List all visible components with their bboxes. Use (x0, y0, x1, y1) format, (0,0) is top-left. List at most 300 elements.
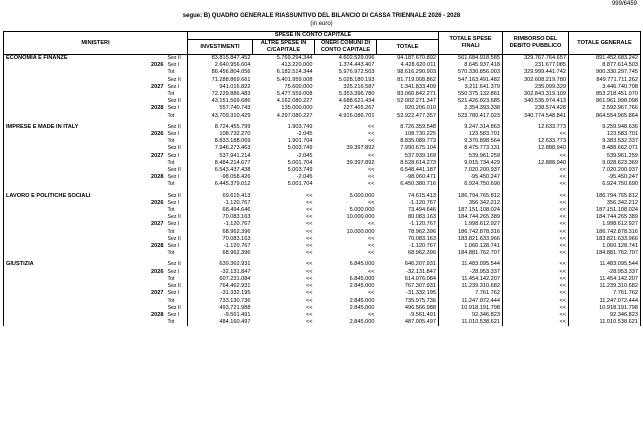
empty-cell (140, 276, 166, 283)
cell-altre-spese: << (305, 311, 313, 318)
empty-cell (140, 319, 166, 326)
cell-oneri-comuni: << (367, 268, 375, 275)
empty-cell (4, 153, 140, 160)
section-label: Sez I (167, 221, 180, 228)
empty-cell (4, 207, 140, 214)
cell-totale: 646.207.931 (404, 261, 436, 268)
header-altre-spese: ALTRE SPESE IN C/CAPITALE (253, 40, 315, 55)
cell-totale-generale: 7.761.762 (569, 290, 641, 297)
header-group-conto-capitale: SPESE IN CONTO CAPITALE (188, 32, 439, 40)
cell-altre-spese: << (305, 207, 313, 214)
cell-altre-spese: << (305, 319, 313, 326)
cell-totale-spese-finali: 183.821.633.966 (439, 236, 503, 243)
cell-rimborso: << (503, 269, 569, 276)
table-row (4, 131, 641, 138)
empty-cell (4, 77, 140, 84)
cell-investimenti: 6.543.437.438 (188, 167, 253, 174)
cell-investimenti: 69.615.413 (188, 193, 253, 200)
table-row (4, 276, 641, 283)
empty-cell (140, 236, 166, 243)
year-label: 2028 (151, 105, 164, 112)
cell-totale: -31.332.195 (406, 290, 436, 297)
cell-totale-generale: 11.010.538.621 (569, 319, 641, 326)
section-label: Sez I (167, 105, 180, 112)
empty-cell (4, 298, 140, 305)
cell-totale-generale: 186.794.765.812 (569, 193, 641, 200)
cell-rimborso: << (503, 214, 569, 221)
cell-oneri-comuni: << (367, 138, 375, 145)
empty-cell (4, 84, 140, 91)
cell-investimenti: 7.946.273.463 (188, 145, 253, 152)
cell-totale-generale: 864.554.965.864 (569, 113, 641, 120)
year-label: 2027 (151, 83, 164, 90)
cell-rimborso: << (503, 167, 569, 174)
empty-cell (4, 62, 140, 69)
cell-totale-spese-finali: 123.583.701 (439, 131, 503, 138)
cell-totale: 8.726.359.548 (400, 123, 436, 130)
cell-totale: 6.450.380.716 (400, 181, 436, 188)
cell-oneri-comuni: 39.397.892 (346, 145, 375, 152)
cell-rimborso: 12.888.940 (503, 160, 569, 167)
cell-investimenti: 607.231.084 (188, 276, 253, 283)
cell-totale-spese-finali: 521.426.023.685 (439, 98, 503, 105)
section-label: Sez II (167, 55, 181, 61)
cell-totale-generale: 861.961.998.098 (569, 98, 641, 105)
cell-totale-generale: 8.877.614.503 (569, 62, 641, 69)
cell-altre-spese: << (305, 199, 313, 206)
table-row (4, 124, 641, 131)
cell-totale: 94.187.670.892 (397, 55, 436, 61)
cell-totale: 83.060.842.271 (397, 91, 436, 98)
table-row (4, 91, 641, 98)
cell-totale-spese-finali: 9.247.314.863 (439, 124, 503, 131)
header-ministeri: MINISTERI (4, 32, 188, 55)
cell-rimborso: 302.608.219.780 (503, 77, 569, 84)
cell-investimenti: 639.362.931 (188, 261, 253, 268)
section-label: Tot (167, 319, 175, 326)
cell-totale-generale: 186.742.878.316 (569, 229, 641, 236)
cell-totale: 7.990.675.104 (400, 145, 436, 152)
cell-altre-spese: 5.769.294.344 (276, 55, 313, 61)
empty-cell (140, 91, 166, 98)
section-label: Sez II (167, 261, 181, 268)
year-label: 2026 (151, 199, 164, 206)
page-title: segue: B) QUADRO GENERALE RIASSUNTIVO DEL BILANCIO DI CASSA TRIENNALE 2026 - 2028 (182, 13, 461, 19)
cell-totale: -1.120.767 (409, 199, 436, 206)
cell-totale: 767.307.931 (404, 283, 436, 290)
ministry-name: IMPRESE E MADE IN ITALY (4, 124, 140, 131)
table-row (4, 174, 641, 181)
section-label: Sez II (167, 167, 181, 174)
cell-totale-spese-finali: 11.454.142.207 (439, 276, 503, 283)
cell-investimenti: 8.484.214.677 (188, 160, 253, 167)
cell-oneri-comuni: << (367, 152, 375, 159)
cell-totale: 614.076.084 (404, 275, 436, 282)
empty-cell (140, 113, 166, 120)
cell-totale-spese-finali: 184.881.762.707 (439, 250, 503, 257)
cell-investimenti: 72.229.886.483 (188, 91, 253, 98)
year-label: 2027 (151, 290, 164, 297)
cell-totale: 920.206.010 (404, 105, 436, 112)
table-row (4, 305, 641, 312)
cell-altre-spese: 135.000.000 (281, 105, 313, 112)
table-row (4, 221, 641, 228)
empty-cell (4, 319, 140, 326)
cell-investimenti: 733.130.736 (188, 298, 253, 305)
table-row (4, 113, 641, 120)
cell-totale-generale: 9.028.623.369 (569, 160, 641, 167)
empty-cell (4, 174, 140, 181)
cell-totale-spese-finali: 11.010.538.621 (439, 319, 503, 326)
cell-totale-generale: 9.383.532.337 (569, 138, 641, 145)
section-label: Tot (167, 112, 175, 119)
cell-altre-spese: 413.220.000 (281, 62, 313, 69)
table-row (4, 283, 641, 290)
cell-altre-spese: 5.401.959.008 (276, 76, 313, 83)
cell-investimenti: 86.456.804.056 (188, 69, 253, 76)
empty-cell (4, 91, 140, 98)
section-label: Tot (167, 228, 175, 235)
cell-investimenti: 484.160.497 (188, 319, 253, 326)
section-label: Tot (167, 275, 175, 282)
cell-altre-spese: << (305, 214, 313, 221)
empty-cell (140, 160, 166, 167)
section-label: Sez II (167, 76, 181, 83)
cell-totale-spese-finali: -28.953.337 (439, 269, 503, 276)
cell-totale: 52.002.271.347 (397, 98, 436, 105)
header-investimenti: INVESTIMENTI (188, 40, 253, 55)
cell-rimborso: << (503, 229, 569, 236)
cell-rimborso: 329.767.764.657 (503, 55, 569, 63)
cell-oneri-comuni: 5.000.000 (349, 207, 375, 214)
empty-cell (140, 214, 166, 221)
table-row (4, 84, 641, 91)
cell-oneri-comuni: 2.845.000 (349, 297, 375, 304)
cell-rimborso: 231.677.085 (503, 62, 569, 69)
table-row (4, 236, 641, 243)
cell-totale-generale: 1.060.128.741 (569, 243, 641, 250)
cell-totale-generale: 123.583.701 (569, 131, 641, 138)
cell-totale-spese-finali: 10.918.191.798 (439, 305, 503, 312)
cell-oneri-comuni: 10.000.000 (346, 214, 375, 221)
cell-oneri-comuni: 6.845.000 (349, 261, 375, 268)
cell-rimborso: << (503, 305, 569, 312)
cell-rimborso: << (503, 207, 569, 214)
cell-totale-generale: 11.454.142.207 (569, 276, 641, 283)
cell-investimenti: 2.640.956.604 (188, 62, 253, 69)
cell-investimenti: 68.962.396 (188, 229, 253, 236)
empty-cell (140, 145, 166, 152)
cell-totale: 81.719.008.862 (397, 76, 436, 83)
cell-investimenti: 941.016.822 (188, 84, 253, 91)
cell-totale-generale: 6.924.750.690 (569, 181, 641, 188)
cell-oneri-comuni: 5.353.396.780 (338, 91, 375, 98)
cell-oneri-comuni: << (367, 221, 375, 228)
cell-totale-spese-finali: 8.475.773.131 (439, 145, 503, 152)
empty-cell (4, 113, 140, 120)
empty-cell (140, 207, 166, 214)
cell-totale: -1.120.767 (409, 243, 436, 250)
header-rimborso: RIMBORSO DEL DEBITO PUBBLICO (503, 32, 569, 55)
cell-investimenti: 68.494.646 (188, 207, 253, 214)
cell-totale-spese-finali: 356.342.212 (439, 200, 503, 207)
table-row (4, 55, 641, 63)
section-label: Sez I (167, 62, 180, 69)
cell-totale-generale: 8.488.662.071 (569, 145, 641, 152)
cell-altre-spese: 5.003.749 (287, 167, 313, 174)
cell-totale: 52.922.477.357 (397, 112, 436, 119)
table-row (4, 298, 641, 305)
cell-totale-spese-finali: 11.483.095.544 (439, 261, 503, 268)
cell-investimenti: 557.740.743 (188, 105, 253, 112)
cell-altre-spese: << (305, 235, 313, 242)
cell-altre-spese: 4.162.080.227 (276, 98, 313, 105)
cell-rimborso: << (503, 312, 569, 319)
cell-totale-spese-finali: 92.346.823 (439, 312, 503, 319)
year-label: 2026 (151, 62, 164, 69)
cell-totale-spese-finali: 570.330.856.003 (439, 69, 503, 76)
cell-rimborso: << (503, 181, 569, 188)
cell-totale-spese-finali: 1.998.612.927 (439, 221, 503, 228)
cell-oneri-comuni: 10.000.000 (346, 228, 375, 235)
section-label: Sez I (167, 199, 180, 206)
cell-oneri-comuni: 6.845.000 (349, 275, 375, 282)
cell-rimborso: << (503, 319, 569, 326)
cell-totale: 496.566.988 (404, 304, 436, 311)
cell-investimenti: 43.709.310.429 (188, 113, 253, 120)
section-label: Sez II (167, 98, 181, 105)
cell-totale: 8.835.089.773 (400, 138, 436, 145)
cell-altre-spese: 5.477.559.008 (276, 91, 313, 98)
cell-totale-spese-finali: 7.761.762 (439, 290, 503, 297)
cell-totale: 78.962.396 (408, 228, 436, 235)
cell-rimborso: << (503, 290, 569, 297)
empty-cell (140, 229, 166, 236)
cell-investimenti: 71.288.869.661 (188, 77, 253, 84)
cell-investimenti: 70.083.163 (188, 236, 253, 243)
cell-totale-spese-finali: 3.211.641.379 (439, 84, 503, 91)
page-number: 999/6459 (611, 1, 637, 7)
cell-altre-spese: << (305, 221, 313, 228)
cell-totale: -32.131.847 (406, 268, 436, 275)
table-row (4, 153, 641, 160)
empty-cell (4, 221, 140, 228)
cell-investimenti: -98.058.426 (188, 174, 253, 181)
cell-totale-generale: 11.483.095.544 (569, 261, 641, 268)
cell-rimborso: << (503, 243, 569, 250)
cell-totale-generale: 10.918.191.798 (569, 305, 641, 312)
section-label: Sez II (167, 192, 181, 199)
cell-rimborso: 329.999.441.742 (503, 69, 569, 76)
empty-cell (4, 305, 140, 312)
ministry-name: LAVORO E POLITICHE SOCIALI (4, 193, 140, 200)
cell-investimenti: -32.131.847 (188, 269, 253, 276)
cell-rimborso: 238.574.428 (503, 105, 569, 112)
cell-totale: -1.120.767 (409, 221, 436, 228)
empty-cell (140, 305, 166, 312)
table-row (4, 62, 641, 69)
year-label: 2027 (151, 152, 164, 159)
empty-cell (140, 138, 166, 145)
table-row (4, 312, 641, 319)
empty-cell (140, 124, 166, 131)
cell-oneri-comuni: << (367, 250, 375, 257)
empty-cell (4, 98, 140, 105)
cell-rimborso: 12.633.773 (503, 124, 569, 131)
cell-oneri-comuni: 5.000.000 (349, 192, 375, 199)
cell-rimborso: << (503, 153, 569, 160)
cell-investimenti: 8.724.455.799 (188, 124, 253, 131)
cell-investimenti: 108.732.270 (188, 131, 253, 138)
cell-oneri-comuni: << (367, 123, 375, 130)
empty-cell (140, 167, 166, 174)
cell-investimenti: 493.721.988 (188, 305, 253, 312)
empty-cell (4, 269, 140, 276)
year-label: 2028 (151, 311, 164, 318)
empty-cell (140, 69, 166, 76)
cell-totale-generale: 11.239.310.682 (569, 283, 641, 290)
empty-cell (4, 200, 140, 207)
cell-rimborso: << (503, 250, 569, 257)
cell-altre-spese: 5.001.704 (287, 159, 313, 166)
table-row (4, 243, 641, 250)
empty-cell (140, 298, 166, 305)
table-row (4, 290, 641, 297)
cell-oneri-comuni: 2.845.000 (349, 304, 375, 311)
cell-totale: -9.561.491 (409, 311, 436, 318)
section-label: Sez II (167, 214, 181, 221)
cell-totale: 73.494.646 (408, 207, 436, 214)
empty-cell (4, 243, 140, 250)
cell-totale: 537.939.169 (404, 152, 436, 159)
table-row (4, 69, 641, 76)
empty-cell (140, 261, 166, 268)
cell-altre-spese: -2.045 (296, 131, 313, 138)
cell-altre-spese: << (305, 304, 313, 311)
empty-cell (4, 290, 140, 297)
cell-oneri-comuni: 4.602.529.096 (338, 55, 375, 61)
section-label: Sez I (167, 152, 180, 159)
cell-altre-spese: << (305, 192, 313, 199)
cell-altre-spese: << (305, 243, 313, 250)
cell-totale-spese-finali: 547.163.491.482 (439, 77, 503, 84)
cell-altre-spese: 5.001.704 (287, 181, 313, 188)
cell-altre-spese: 5.003.749 (287, 145, 313, 152)
cell-totale-generale: 9.259.948.636 (569, 124, 641, 131)
empty-cell (4, 229, 140, 236)
cell-totale-generale: 184.881.762.707 (569, 250, 641, 257)
section-label: Tot (167, 159, 175, 166)
cell-totale-generale: 3.446.740.708 (569, 84, 641, 91)
year-label: 2028 (151, 174, 164, 181)
cell-totale: 74.615.413 (408, 192, 436, 199)
cell-investimenti: 537.941.214 (188, 153, 253, 160)
table-row (4, 319, 641, 326)
section-label: Sez I (167, 290, 180, 297)
cell-totale-generale: 1.998.612.927 (569, 221, 641, 228)
cell-totale-generale: 356.342.212 (569, 200, 641, 207)
cell-totale-spese-finali: 539.961.259 (439, 153, 503, 160)
cell-investimenti: -31.332.195 (188, 290, 253, 297)
section-label: Sez I (167, 268, 180, 275)
table-row (4, 105, 641, 112)
cell-totale: 4.428.620.011 (400, 62, 436, 69)
cell-totale: 70.083.163 (408, 235, 436, 242)
cell-oneri-comuni: 5.976.972.503 (338, 69, 375, 76)
section-label: Sez II (167, 283, 181, 290)
table-row (4, 250, 641, 257)
cell-investimenti: -1.120.767 (188, 243, 253, 250)
header-totale-generale: TOTALE GENERALE (569, 32, 641, 55)
empty-cell (4, 312, 140, 319)
budget-table (3, 31, 641, 326)
cell-totale-generale: 11.247.072.444 (569, 298, 641, 305)
cell-totale-spese-finali: 7.020.200.937 (439, 167, 503, 174)
cell-totale-generale: 900.330.297.745 (569, 69, 641, 76)
empty-cell (4, 160, 140, 167)
cell-totale: -98.060.471 (406, 174, 436, 181)
cell-totale-generale: 183.821.633.966 (569, 236, 641, 243)
empty-cell (140, 250, 166, 257)
cell-totale-spese-finali: 186.742.878.316 (439, 229, 503, 236)
cell-rimborso: << (503, 298, 569, 305)
cell-investimenti: 43.151.569.686 (188, 98, 253, 105)
cell-totale-spese-finali: 9.370.898.564 (439, 138, 503, 145)
cell-oneri-comuni: 4.688.621.434 (338, 98, 375, 105)
cell-investimenti: -1.120.767 (188, 221, 253, 228)
ministry-name: GIUSTIZIA (4, 261, 140, 268)
empty-cell (4, 250, 140, 257)
cell-totale: 6.548.441.187 (400, 167, 436, 174)
empty-cell (4, 138, 140, 145)
cell-totale-spese-finali: 561.684.918.585 (439, 55, 503, 63)
cell-totale-spese-finali: 186.794.765.812 (439, 193, 503, 200)
cell-oneri-comuni: << (367, 199, 375, 206)
cell-totale: 735.975.736 (404, 297, 436, 304)
cell-rimborso: 302.843.319.109 (503, 91, 569, 98)
cell-rimborso: << (503, 174, 569, 181)
cell-rimborso: << (503, 283, 569, 290)
cell-totale-spese-finali: 6.924.750.690 (439, 181, 503, 188)
cell-investimenti: -1.120.767 (188, 200, 253, 207)
cell-altre-spese: 75.600.000 (284, 83, 313, 90)
cell-altre-spese: -2.045 (296, 174, 313, 181)
cell-totale: 68.962.396 (408, 250, 436, 257)
cell-totale-generale: 849.771.711.262 (569, 77, 641, 84)
empty-cell (4, 181, 140, 188)
cell-totale-spese-finali: 11.239.310.682 (439, 283, 503, 290)
empty-cell (140, 98, 166, 105)
table-row (4, 167, 641, 174)
table-row (4, 229, 641, 236)
cell-altre-spese: 6.182.514.344 (276, 69, 313, 76)
header-totale: TOTALE (377, 40, 439, 55)
cell-investimenti: 6.445.379.012 (188, 181, 253, 188)
empty-cell (140, 55, 166, 63)
section-label: Sez II (167, 145, 181, 152)
table-row (4, 77, 641, 84)
empty-cell (140, 283, 166, 290)
year-label: 2028 (151, 243, 164, 250)
cell-totale: 108.730.225 (404, 131, 436, 138)
table-row (4, 200, 641, 207)
header-oneri-comuni: ONERI COMUNI DI CONTO CAPITALE (315, 40, 377, 55)
cell-oneri-comuni: << (367, 174, 375, 181)
empty-cell (140, 193, 166, 200)
cell-totale-spese-finali: 187.151.108.024 (439, 207, 503, 214)
empty-cell (4, 167, 140, 174)
cell-oneri-comuni: << (367, 243, 375, 250)
